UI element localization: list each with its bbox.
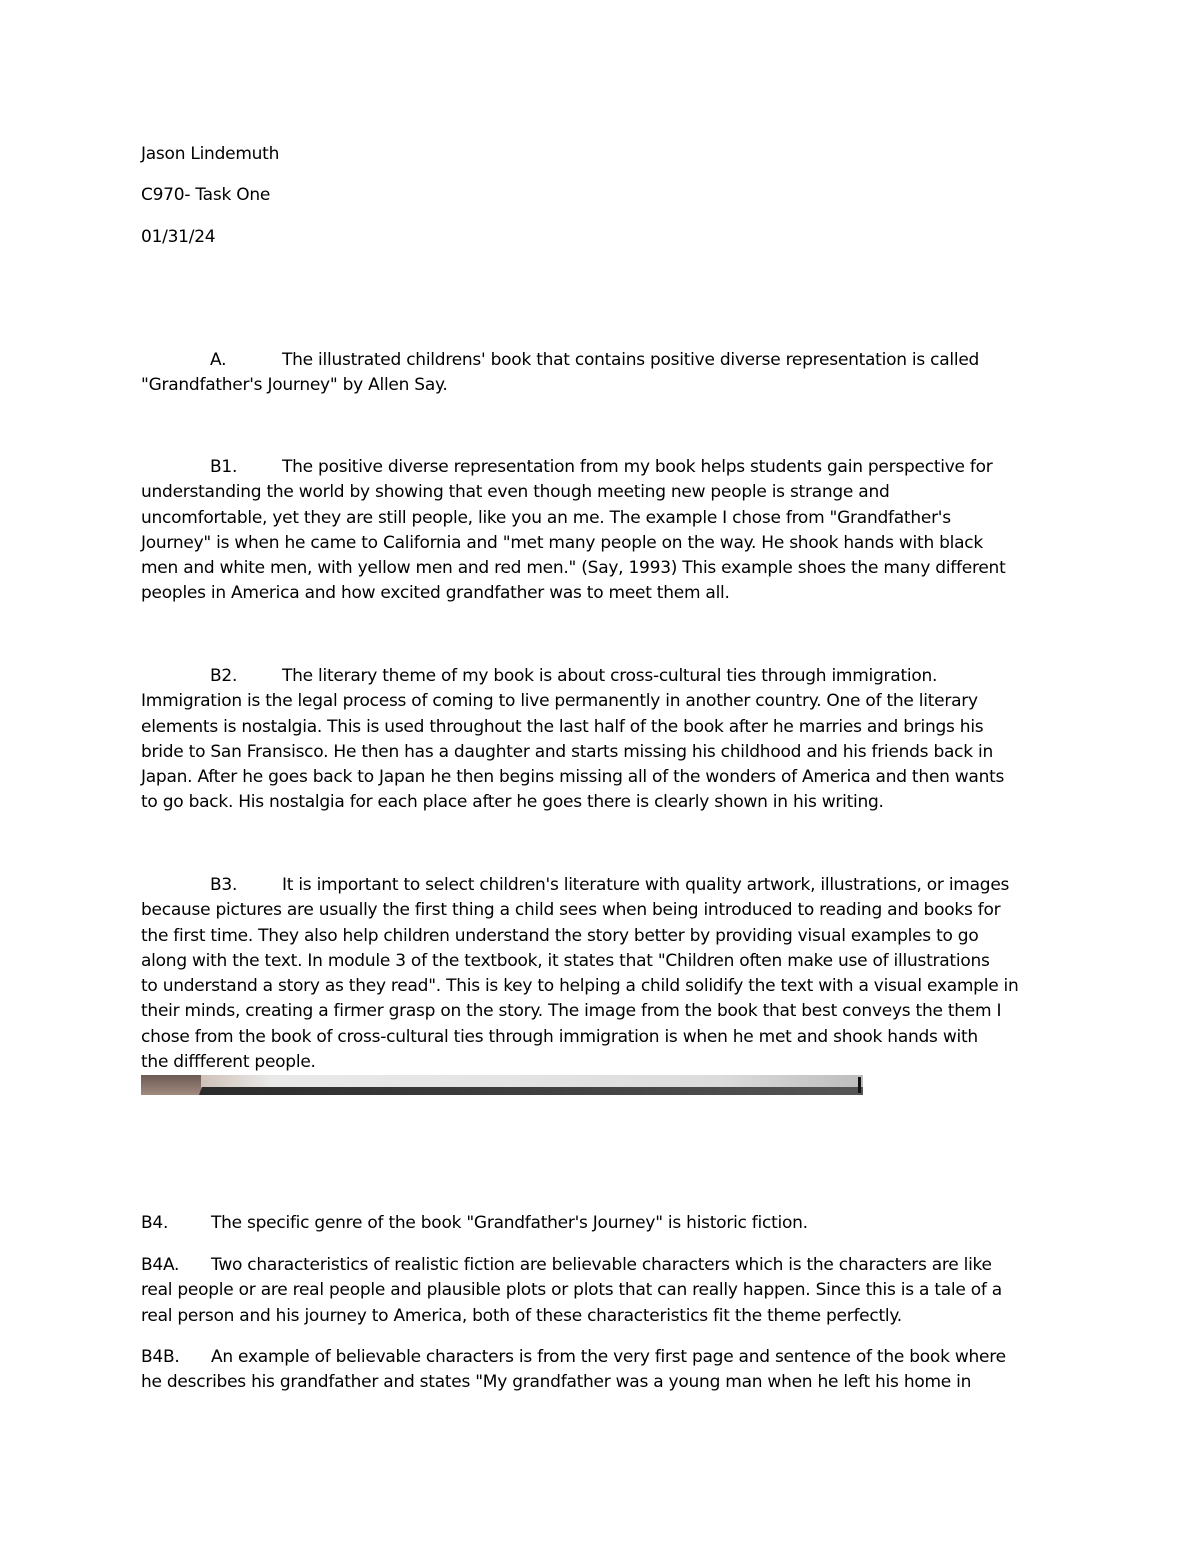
section-b3-line: to understand a story as they read". This is key to helping a child solidify the text with a visual example in	[141, 976, 1019, 997]
section-b3-line: because pictures are usually the first thing a child sees when being introduced to reading and books for	[141, 900, 1001, 921]
section-b1-line: understanding the world by showing that even though meeting new people is strange and	[141, 482, 890, 503]
section-b3-line: their minds, creating a firmer grasp on the story. The image from the book that best conveys the them I	[141, 1001, 1002, 1022]
section-b4b	[141, 1345, 1061, 1396]
section-b3-line: along with the text. In module 3 of the textbook, it states that "Children often make use of illustrations	[141, 950, 990, 971]
section-b2-line: elements is nostalgia. This is used throughout the last half of the book after he marries and brings his	[141, 716, 984, 737]
section-b3	[141, 873, 1061, 1075]
section-b2-first-line	[141, 664, 1061, 689]
illustration-left-edge	[141, 1075, 201, 1095]
course-title: C970- Task One	[141, 185, 271, 205]
section-b4a-line: real person and his journey to America, both of these characteristics fit the theme perfectly.	[141, 1305, 902, 1326]
section-a-label: A.	[210, 350, 227, 370]
section-b2-line: bride to San Fransisco. He then has a daughter and starts missing his childhood and his friends back in	[141, 741, 993, 762]
section-b3-line: It is important to select children's literature with quality artwork, illustrations, or images	[282, 875, 1010, 895]
section-b4-line: The specific genre of the book "Grandfather's Journey" is historic fiction.	[211, 1213, 808, 1233]
book-illustration-image	[141, 1075, 863, 1095]
section-b4a	[141, 1253, 1061, 1329]
section-b4a-label: B4A.	[141, 1255, 180, 1275]
section-b1	[141, 455, 1061, 607]
section-a-line: "Grandfather's Journey" by Allen Say.	[141, 375, 448, 396]
author-name: Jason Lindemuth	[141, 144, 280, 164]
section-b4b-label: B4B.	[141, 1347, 180, 1367]
section-b4-label: B4.	[141, 1213, 169, 1233]
section-b2-line: The literary theme of my book is about cross-cultural ties through immigration.	[282, 666, 938, 686]
section-b3-line: the first time. They also help children understand the story better by providing visual examples to go	[141, 925, 979, 946]
section-b4-first-line	[141, 1211, 1061, 1236]
section-b4	[141, 1211, 1061, 1236]
document-date: 01/31/24	[141, 227, 216, 247]
section-b3-first-line	[141, 873, 1061, 898]
section-b4a-line: real people or are real people and plausible plots or plots that can really happen. Since this is a tale of a	[141, 1280, 1002, 1301]
section-b2-label: B2.	[210, 666, 238, 686]
section-b1-line: peoples in America and how excited grandfather was to meet them all.	[141, 583, 730, 604]
illustration-notch	[858, 1077, 861, 1093]
section-b1-line: The positive diverse representation from my book helps students gain perspective for	[282, 457, 993, 477]
section-b4a-first-line	[141, 1253, 1061, 1278]
section-b2-line: Immigration is the legal process of coming to live permanently in another country. One of the literary	[141, 691, 978, 712]
section-b4b-first-line	[141, 1345, 1061, 1370]
section-b3-label: B3.	[210, 875, 238, 895]
section-b2	[141, 664, 1061, 816]
section-b4b-line: An example of believable characters is from the very first page and sentence of the book where	[211, 1347, 1006, 1367]
section-a-line: The illustrated childrens' book that contains positive diverse representation is called	[282, 350, 980, 370]
section-b2-line: to go back. His nostalgia for each place after he goes there is clearly shown in his writing.	[141, 792, 884, 813]
section-b1-first-line	[141, 455, 1061, 480]
section-a	[141, 348, 1061, 399]
illustration-dark-band	[199, 1087, 863, 1095]
section-b1-line: Journey" is when he came to California and "met many people on the way. He shook hands with black	[141, 532, 983, 553]
section-b1-line: uncomfortable, yet they are still people, like you an me. The example I chose from "Grandfather's	[141, 507, 951, 528]
section-b3-line: the diffferent people.	[141, 1052, 316, 1073]
section-b2-line: Japan. After he goes back to Japan he then begins missing all of the wonders of America and then wants	[141, 767, 1005, 788]
section-b1-line: men and white men, with yellow men and red men." (Say, 1993) This example shoes the many different	[141, 558, 1006, 579]
section-b3-line: chose from the book of cross-cultural ties through immigration is when he met and shook hands with	[141, 1026, 978, 1047]
section-a-first-line	[141, 348, 1061, 373]
section-b4a-line: Two characteristics of realistic fiction are believable characters which is the characters are like	[211, 1255, 992, 1275]
section-b4b-line: he describes his grandfather and states "My grandfather was a young man when he left his home in	[141, 1372, 972, 1393]
section-b1-label: B1.	[210, 457, 238, 477]
